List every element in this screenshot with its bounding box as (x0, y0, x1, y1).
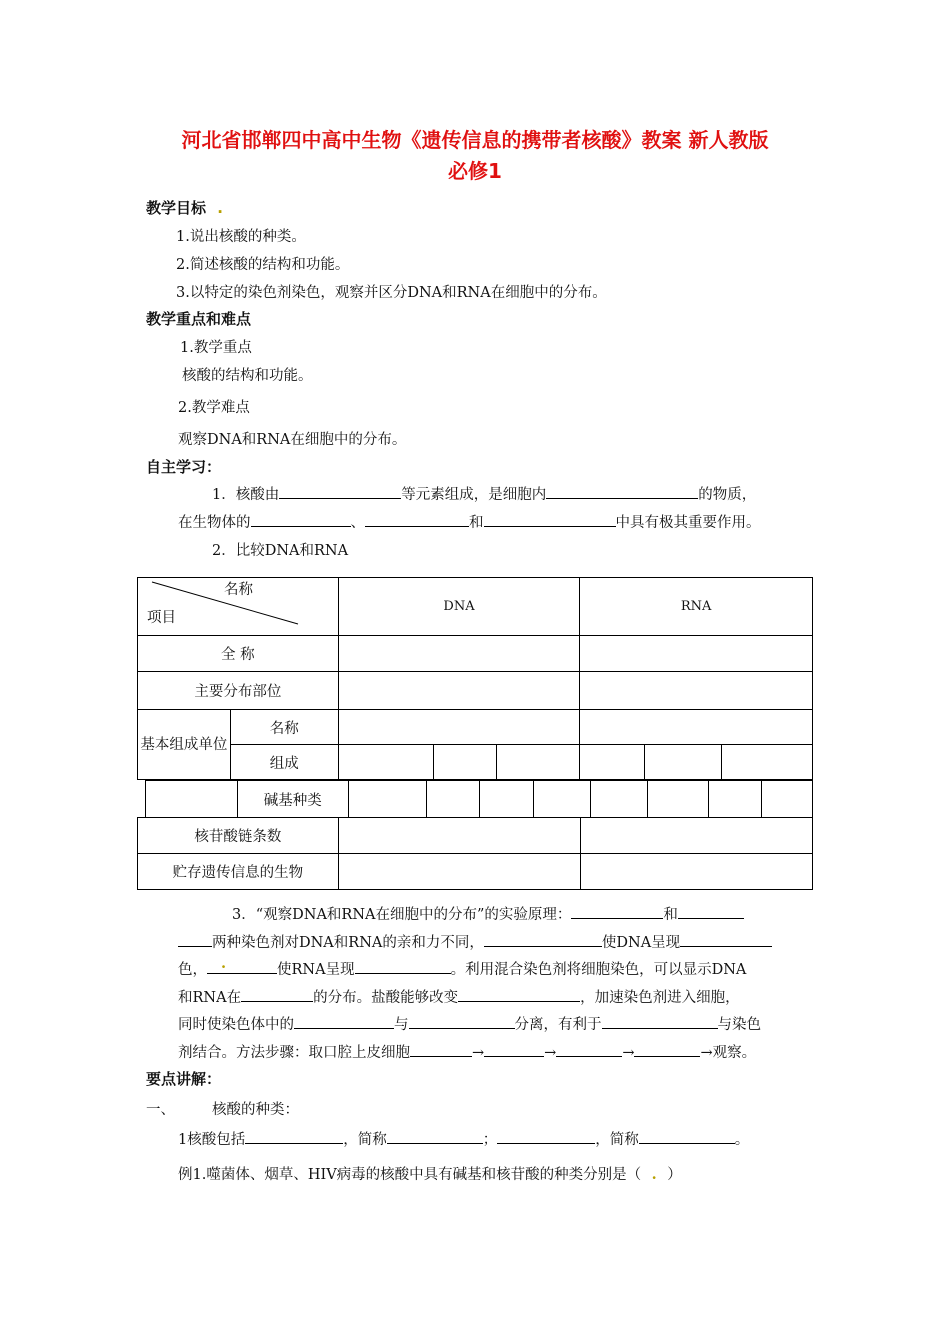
q3-blank-2[interactable] (678, 904, 744, 919)
comparison-table-bottom (137, 817, 813, 890)
q3-step-blank-1[interactable] (410, 1042, 472, 1057)
q3-line-6 (178, 1041, 756, 1062)
q1-blank-5[interactable] (484, 512, 616, 527)
p1-blank-1[interactable] (245, 1129, 343, 1144)
points-heading: 要点讲解： (146, 1070, 222, 1088)
q3-text-3b: 使RNA呈现 (277, 962, 355, 978)
p1-blank-2[interactable] (387, 1129, 483, 1144)
cell-dna-chain[interactable] (338, 818, 581, 854)
q3-blank-2b[interactable] (178, 932, 212, 947)
cell-dna-fullname[interactable] (338, 636, 580, 672)
row-label-base: 碱基种类 (237, 781, 348, 818)
q3-text-4a: 和RNA在 (178, 990, 242, 1006)
cell-base-3[interactable] (480, 781, 534, 818)
q3-text-2b: 使DNA呈现 (601, 935, 681, 951)
table-corner-cell (138, 578, 339, 636)
row-label-location: 主要分布部位 (138, 672, 339, 710)
q1-blank-1[interactable] (279, 484, 401, 499)
point-1-line (178, 1128, 749, 1149)
goal-item-1: 1.说出核酸的种类。 (176, 229, 306, 245)
cell-rna-location[interactable] (580, 672, 813, 710)
cell-base-1[interactable] (348, 781, 426, 818)
q1-text-f: 和 (469, 515, 484, 531)
cell-rna-comp-3[interactable] (722, 745, 813, 780)
question-1-line-1 (212, 483, 756, 504)
cell-dna-organism[interactable] (338, 854, 581, 890)
q3-step-blank-3[interactable] (556, 1042, 622, 1057)
sub-label-name: 名称 (230, 710, 338, 745)
section-1-title: 核酸的种类： (212, 1102, 299, 1118)
key-heading: 教学重点和难点 (146, 310, 252, 328)
p1-text-e: 。 (734, 1132, 750, 1148)
cell-rna-fullname[interactable] (580, 636, 813, 672)
p1-text-c: ； (482, 1132, 498, 1148)
sub-label-composition: 组成 (230, 745, 338, 780)
key-line-2: 核酸的结构和功能。 (182, 368, 313, 384)
q3-blank-8[interactable] (458, 987, 580, 1002)
q3-blank-9[interactable] (294, 1014, 394, 1029)
cell-rna-comp-2[interactable] (645, 745, 722, 780)
q3-dot: . (221, 955, 227, 972)
q3-blank-6[interactable] (355, 959, 451, 974)
column-header-rna: RNA (580, 578, 813, 636)
ex1-text: 例1.噬菌体、烟草、HIV病毒的核酸中具有碱基和核苷酸的种类分别是（ (178, 1167, 642, 1183)
q3-line-2 (178, 931, 772, 952)
q1-text-a: 1．核酸由 (212, 487, 280, 503)
q3-blank-11[interactable] (602, 1014, 718, 1029)
q3-step-blank-4[interactable] (634, 1042, 700, 1057)
q3-text-5a: 同时使染色体中的 (178, 1017, 294, 1033)
cell-base-8[interactable] (762, 781, 813, 818)
document-title-line2: 必修1 (448, 159, 502, 183)
q3-text-1a: 3．“观察DNA和RNA在细胞中的分布”的实验原理： (232, 907, 572, 923)
p1-text-d: ，简称 (595, 1132, 639, 1148)
row-label-chain: 核苷酸链条数 (138, 818, 339, 854)
q1-blank-3[interactable] (251, 512, 351, 527)
comparison-table (137, 577, 813, 780)
q3-arrow-3: → (622, 1045, 635, 1061)
cell-rna-organism[interactable] (581, 854, 813, 890)
self-study-heading: 自主学习： (146, 458, 222, 476)
goal-item-2: 2.简述核酸的结构和功能。 (176, 257, 350, 273)
question-2: 2．比较DNA和RNA (212, 543, 349, 559)
q3-line-5 (178, 1013, 761, 1034)
q3-text-3c: 。利用混合染色剂将细胞染色，可以显示DNA (450, 962, 747, 978)
q1-text-e: 、 (350, 515, 365, 531)
cell-dna-comp-1[interactable] (338, 745, 433, 780)
row-label-fullname: 全 称 (138, 636, 339, 672)
p1-blank-4[interactable] (639, 1129, 735, 1144)
q3-text-5c: 分离，有利于 (514, 1017, 602, 1033)
example-1 (178, 1163, 682, 1184)
q1-text-b: 等元素组成，是细胞内 (401, 487, 547, 503)
row-label-unit: 基本组成单位 (138, 710, 231, 780)
document-title-line1: 河北省邯郸四中高中生物《遗传信息的携带者核酸》教案 新人教版 (181, 128, 769, 152)
q3-text-4c: ，加速染色剂进入细胞， (580, 990, 740, 1006)
section-1-number: 一、 (146, 1102, 175, 1118)
ex1-dot: . (651, 1166, 657, 1183)
q3-text-1b: 和 (663, 907, 678, 923)
q3-text-2a: 两种染色剂对DNA和RNA的亲和力不同， (212, 935, 484, 951)
q1-text-g: 中具有极其重要作用。 (615, 515, 761, 531)
corner-bottom-label: 项目 (147, 610, 176, 626)
q3-blank-7[interactable] (241, 987, 313, 1002)
q3-arrow-1: → (472, 1045, 485, 1061)
q3-line-4 (178, 986, 740, 1007)
ex1-end: ） (667, 1167, 682, 1183)
corner-top-label: 名称 (224, 582, 253, 598)
key-line-3: 2.教学难点 (178, 400, 250, 416)
base-types-row (145, 780, 813, 818)
q3-text-5b: 与 (394, 1017, 409, 1033)
column-header-dna: DNA (338, 578, 580, 636)
q3-line-3 (178, 955, 747, 979)
q3-text-5d: 与染色 (717, 1017, 761, 1033)
q3-blank-10[interactable] (409, 1014, 515, 1029)
cell-dna-unit-name[interactable] (338, 710, 580, 745)
q3-arrow-4: → (700, 1045, 713, 1061)
key-line-1: 1.教学重点 (180, 340, 252, 356)
p1-text-b: ，简称 (343, 1132, 387, 1148)
q1-text-c: 的物质， (698, 487, 757, 503)
goals-heading (146, 197, 223, 218)
goal-item-3: 3.以特定的染色剂染色，观察并区分DNA和RNA在细胞中的分布。 (176, 285, 607, 301)
q3-arrow-2: → (544, 1045, 557, 1061)
q3-line-1 (232, 903, 744, 924)
q3-text-6end: 观察。 (712, 1045, 757, 1061)
question-1-line-2 (178, 511, 761, 532)
goals-heading-dot: . (217, 199, 223, 217)
q1-blank-4[interactable] (365, 512, 469, 527)
q1-blank-2[interactable] (546, 484, 698, 499)
q3-text-6a: 剂结合。方法步骤：取口腔上皮细胞 (178, 1045, 410, 1061)
cell-rna-comp-1[interactable] (580, 745, 645, 780)
cell-dna-comp-2[interactable] (433, 745, 497, 780)
base-row-blank (146, 781, 238, 818)
cell-base-7[interactable] (709, 781, 762, 818)
q3-step-blank-2[interactable] (484, 1042, 544, 1057)
cell-base-2[interactable] (426, 781, 480, 818)
cell-rna-unit-name[interactable] (580, 710, 813, 745)
p1-blank-3[interactable] (497, 1129, 595, 1144)
cell-base-4[interactable] (534, 781, 591, 818)
cell-dna-comp-3[interactable] (497, 745, 580, 780)
q3-blank-3[interactable] (484, 932, 602, 947)
q3-text-4b: 的分布。盐酸能够改变 (313, 990, 459, 1006)
q3-blank-5[interactable] (207, 955, 277, 974)
q3-blank-4[interactable] (680, 932, 772, 947)
row-label-organism: 贮存遗传信息的生物 (138, 854, 339, 890)
q1-text-d: 在生物体的 (178, 515, 251, 531)
cell-dna-location[interactable] (338, 672, 580, 710)
cell-base-6[interactable] (648, 781, 709, 818)
key-line-4: 观察DNA和RNA在细胞中的分布。 (178, 432, 407, 448)
goals-heading-text: 教学目标 (146, 199, 207, 217)
cell-rna-chain[interactable] (581, 818, 813, 854)
q3-blank-1[interactable] (571, 904, 663, 919)
q3-text-3a: 色， (178, 962, 207, 978)
cell-base-5[interactable] (591, 781, 648, 818)
p1-text-a: 1核酸包括 (178, 1132, 246, 1148)
